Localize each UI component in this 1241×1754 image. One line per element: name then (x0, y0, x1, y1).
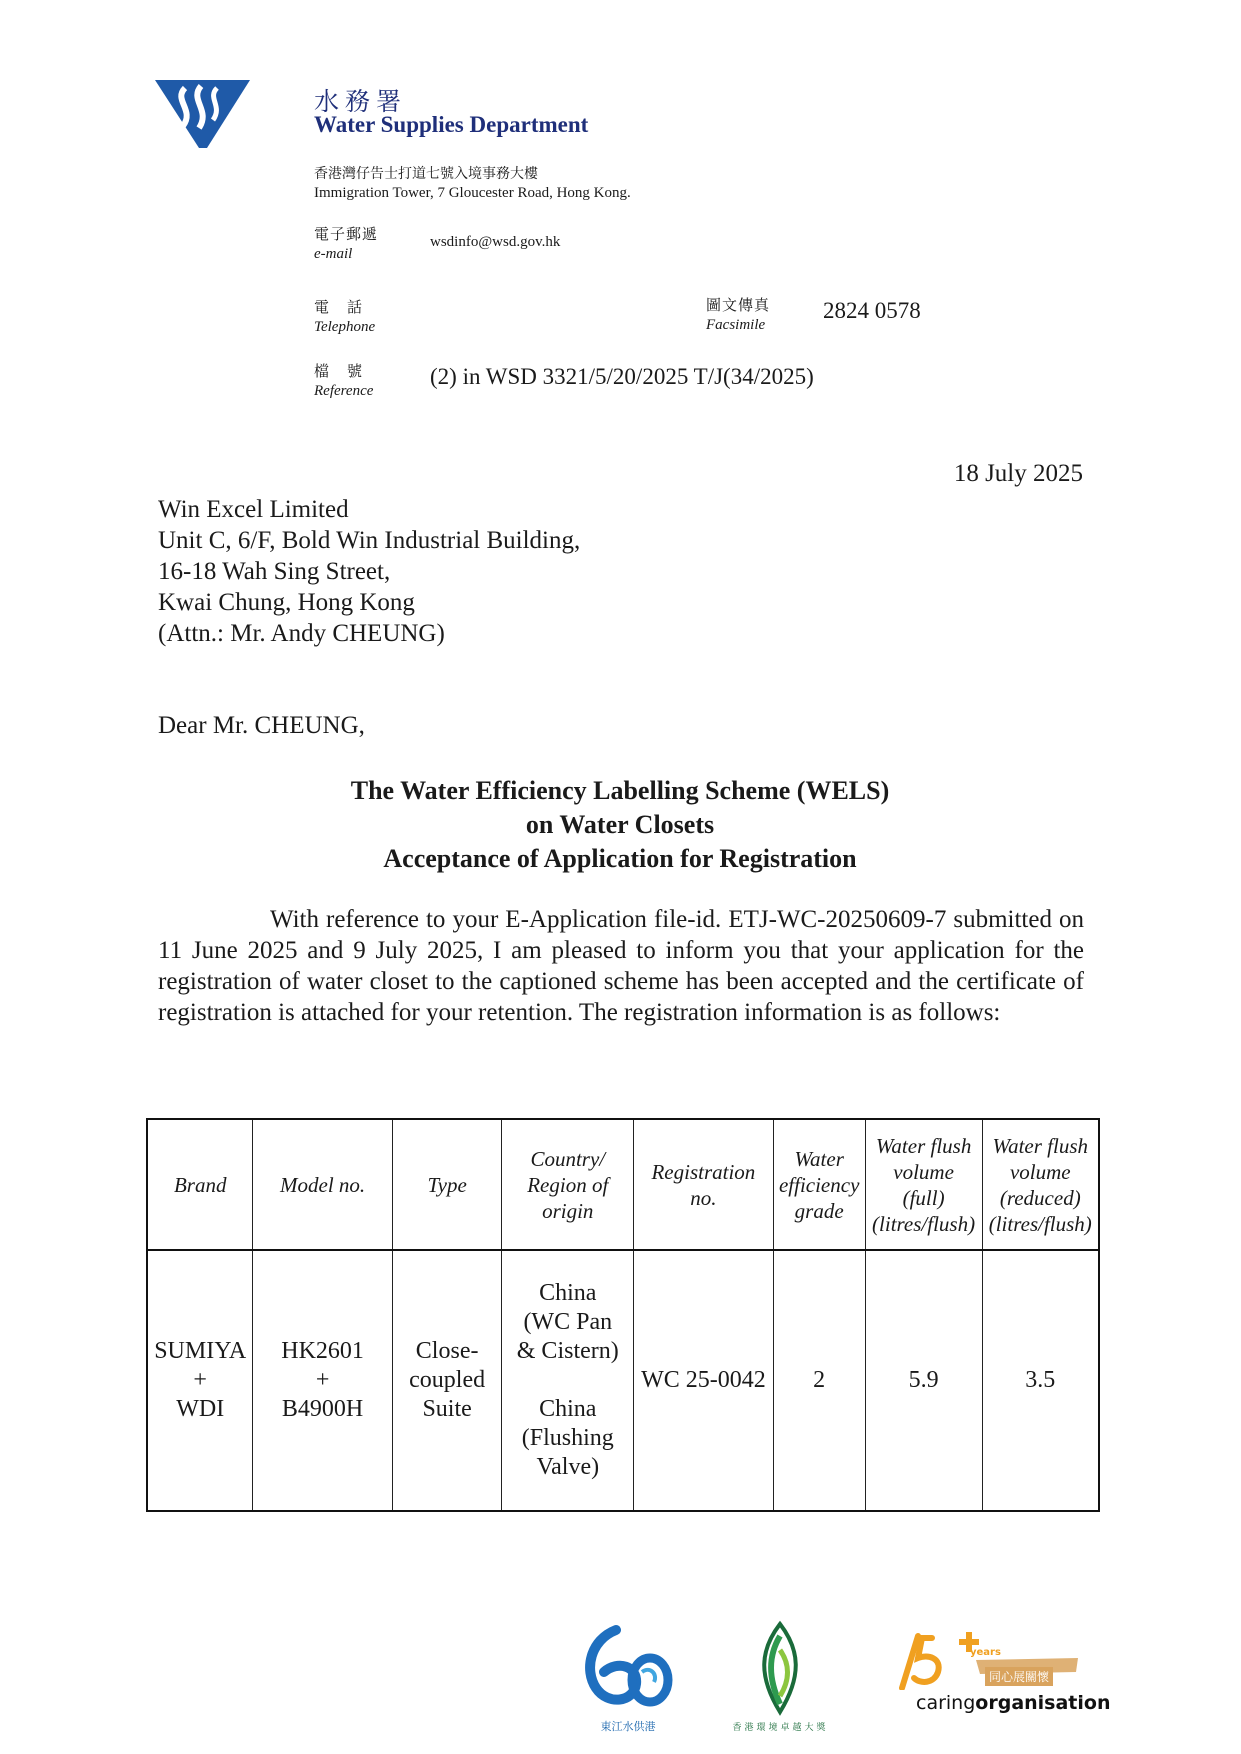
header-flush-full: Water flush volume (full) (litres/flush) (865, 1119, 982, 1250)
header-brand: Brand (147, 1119, 253, 1250)
body-paragraph (158, 904, 1084, 1028)
table-header-row (147, 1119, 1099, 1250)
cell-flush-reduced: 3.5 (982, 1250, 1099, 1511)
addressee-line: Unit C, 6/F, Bold Win Industrial Building, (158, 527, 581, 554)
header-model-no: Model no. (253, 1119, 392, 1250)
reference-label-english: Reference (314, 383, 374, 399)
header-flush-reduced: Water flush volume (reduced) (litres/flush) (982, 1119, 1099, 1250)
subject-line: on Water Closets (525, 810, 715, 839)
table-row (147, 1250, 1099, 1511)
cell-model-no: HK2601 + B4900H (253, 1250, 392, 1511)
department-name-chinese: 水務署 (314, 87, 408, 116)
email-label-chinese: 電子郵遞 (314, 225, 379, 243)
letter-date: 18 July 2025 (953, 460, 1083, 487)
cell-brand: SUMIYA + WDI (147, 1250, 253, 1511)
header-registration-no: Registration no. (634, 1119, 774, 1250)
telephone-label-chinese: 電話 (314, 298, 381, 316)
addressee-line: (Attn.: Mr. Andy CHEUNG) (158, 620, 445, 647)
anniversary-60-logo-icon (578, 1622, 678, 1717)
registration-table (146, 1118, 1100, 1512)
environmental-award-caption: 香港環境卓越大獎 (732, 1723, 829, 1733)
cell-type: Close- coupled Suite (392, 1250, 502, 1511)
fax-number: 2824 0578 (823, 298, 921, 323)
caring-chinese-label: 同心展關懷 (985, 1667, 1053, 1686)
cell-registration-no: WC 25-0042 (634, 1250, 774, 1511)
subject-line: Acceptance of Application for Registration (383, 844, 857, 873)
telephone-label-english: Telephone (314, 319, 376, 335)
reference-label-chinese: 檔號 (314, 362, 381, 380)
subject-line: The Water Efficiency Labelling Scheme (WELS) (350, 776, 890, 805)
header-type: Type (392, 1119, 502, 1250)
fax-label-english: Facsimile (706, 317, 766, 333)
email-address: wsdinfo@wsd.gov.hk (430, 234, 561, 250)
cell-efficiency-grade: 2 (773, 1250, 865, 1511)
body-paragraph-text: With reference to your E-Application file-id. ETJ-WC-20250609-7 submitted on 11 June 2025 and 9 July 2025, I am pleased to inform you that your application for the registration of water closet to the captioned scheme has been accepted and the certificate of registration is attached for your retention. The registration information is as follows: (158, 906, 1084, 1026)
addressee-block (158, 494, 580, 649)
addressee-line: 16-18 Wah Sing Street, (158, 558, 391, 585)
cell-flush-full: 5.9 (865, 1250, 982, 1511)
cell-origin: China (WC Pan & Cistern) China (Flushing Valve) (502, 1250, 634, 1511)
caring-organisation-wordmark: caringorganisation (916, 1692, 1111, 1714)
address-chinese: 香港灣仔告士打道七號入境事務大樓 (314, 166, 538, 182)
caring-years-label: years (970, 1647, 1001, 1658)
environmental-award-logo-icon (740, 1620, 820, 1716)
header-origin: Country/ Region of origin (502, 1119, 634, 1250)
header-efficiency-grade: Water efficiency grade (773, 1119, 865, 1250)
department-name-english: Water Supplies Department (314, 112, 589, 137)
fax-label-chinese: 圖文傳真 (706, 296, 771, 314)
email-label-english: e-mail (314, 246, 353, 262)
wsd-logo-icon (155, 80, 250, 148)
salutation: Dear Mr. CHEUNG, (158, 712, 365, 739)
anniversary-caption: 東江水供港 (600, 1720, 656, 1733)
address-english: Immigration Tower, 7 Gloucester Road, Hong Kong. (314, 185, 631, 201)
addressee-line: Kwai Chung, Hong Kong (158, 589, 415, 616)
reference-number: (2) in WSD 3321/5/20/2025 T/J(34/2025) (430, 364, 814, 389)
addressee-line: Win Excel Limited (158, 496, 349, 523)
subject-heading (200, 774, 1040, 876)
